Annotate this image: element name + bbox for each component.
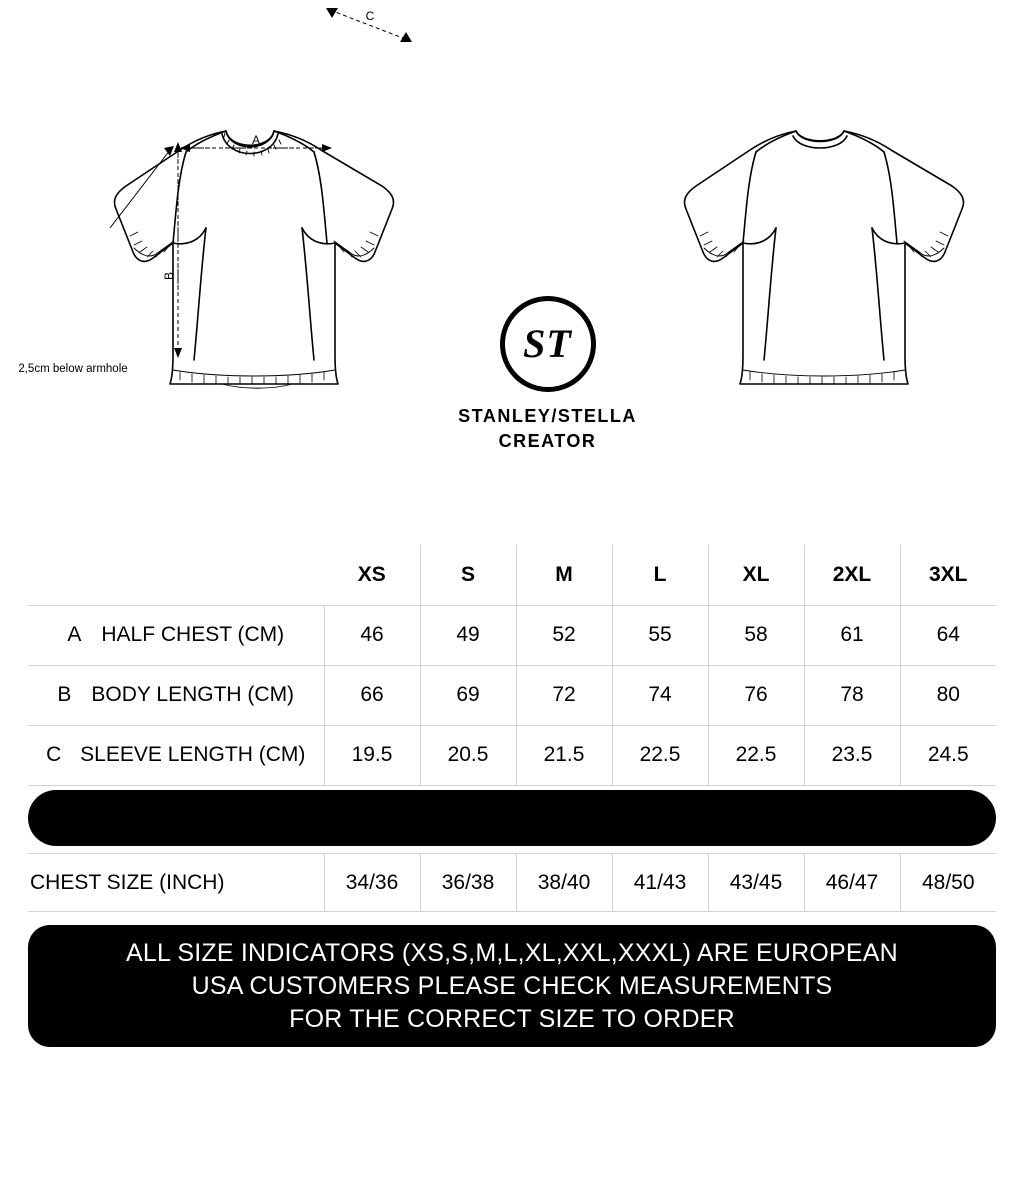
cell-chest-3xl: 48/50 xyxy=(900,854,996,912)
measure-label-c: C xyxy=(365,9,375,23)
cell-c-l: 22.5 xyxy=(612,725,708,785)
cell-b-l: 74 xyxy=(612,665,708,725)
table-row xyxy=(28,665,996,725)
cell-chest-2xl: 46/47 xyxy=(804,854,900,912)
cell-c-xs: 19.5 xyxy=(324,725,420,785)
size-header-s: S xyxy=(420,545,516,605)
measure-label-a: A xyxy=(251,133,261,147)
brand-monogram-icon xyxy=(500,296,596,392)
notice-line-2: USA CUSTOMERS PLEASE CHECK MEASUREMENTS xyxy=(191,971,833,1000)
row-letter-c: C xyxy=(46,743,62,766)
cell-c-s: 20.5 xyxy=(420,725,516,785)
table-row xyxy=(28,725,996,785)
black-divider-bar xyxy=(28,790,996,846)
measure-label-b: B xyxy=(162,271,176,281)
cell-chest-m: 38/40 xyxy=(516,854,612,912)
cell-a-xs: 46 xyxy=(324,605,420,665)
illustration-area xyxy=(0,0,1024,545)
cell-b-3xl: 80 xyxy=(900,665,996,725)
notice-line-3: FOR THE CORRECT SIZE TO ORDER xyxy=(289,1004,735,1033)
cell-a-2xl: 61 xyxy=(804,605,900,665)
cell-b-2xl: 78 xyxy=(804,665,900,725)
cell-a-l: 55 xyxy=(612,605,708,665)
chest-size-table xyxy=(28,853,996,912)
size-header-xs: XS xyxy=(324,545,420,605)
cell-a-3xl: 64 xyxy=(900,605,996,665)
size-header-m: M xyxy=(516,545,612,605)
brand-monogram-text: ST xyxy=(523,321,572,366)
cell-chest-xs: 34/36 xyxy=(324,854,420,912)
cell-c-3xl: 24.5 xyxy=(900,725,996,785)
table-row xyxy=(28,605,996,665)
row-text-c: SLEEVE LENGTH (CM) xyxy=(80,743,306,766)
table-corner-cell xyxy=(28,545,324,605)
cell-c-m: 21.5 xyxy=(516,725,612,785)
row-label-chest-size: CHEST SIZE (INCH) xyxy=(28,854,324,912)
row-letter-a: A xyxy=(67,623,82,646)
brand-name: STANLEY/STELLA xyxy=(458,406,637,426)
brand-lockup xyxy=(440,296,655,452)
armhole-annotation: 2,5cm below armhole xyxy=(18,363,128,375)
measurements-table xyxy=(28,545,996,786)
cell-chest-l: 41/43 xyxy=(612,854,708,912)
size-header-xl: XL xyxy=(708,545,804,605)
row-text-b: BODY LENGTH (CM) xyxy=(91,683,295,706)
sizing-notice xyxy=(28,925,996,1047)
size-header-3xl: 3XL xyxy=(900,545,996,605)
cell-b-s: 69 xyxy=(420,665,516,725)
size-header-2xl: 2XL xyxy=(804,545,900,605)
cell-b-m: 72 xyxy=(516,665,612,725)
table-row xyxy=(28,854,996,912)
row-label-half-chest xyxy=(28,605,324,665)
cell-chest-xl: 43/45 xyxy=(708,854,804,912)
cell-chest-s: 36/38 xyxy=(420,854,516,912)
row-label-body-length xyxy=(28,665,324,725)
notice-line-1: ALL SIZE INDICATORS (XS,S,M,L,XL,XXL,XXXL) ARE EUROPEAN xyxy=(126,938,898,967)
t-shirt-front-illustration xyxy=(30,0,450,420)
row-text-a: HALF CHEST (CM) xyxy=(101,623,285,646)
size-header-l: L xyxy=(612,545,708,605)
cell-c-2xl: 23.5 xyxy=(804,725,900,785)
table-header-row xyxy=(28,545,996,605)
row-label-sleeve-length xyxy=(28,725,324,785)
t-shirt-back-illustration xyxy=(600,0,1020,420)
cell-a-m: 52 xyxy=(516,605,612,665)
cell-a-s: 49 xyxy=(420,605,516,665)
cell-c-xl: 22.5 xyxy=(708,725,804,785)
cell-a-xl: 58 xyxy=(708,605,804,665)
cell-b-xl: 76 xyxy=(708,665,804,725)
product-name: CREATOR xyxy=(498,431,597,451)
cell-b-xs: 66 xyxy=(324,665,420,725)
row-letter-b: B xyxy=(57,683,72,706)
